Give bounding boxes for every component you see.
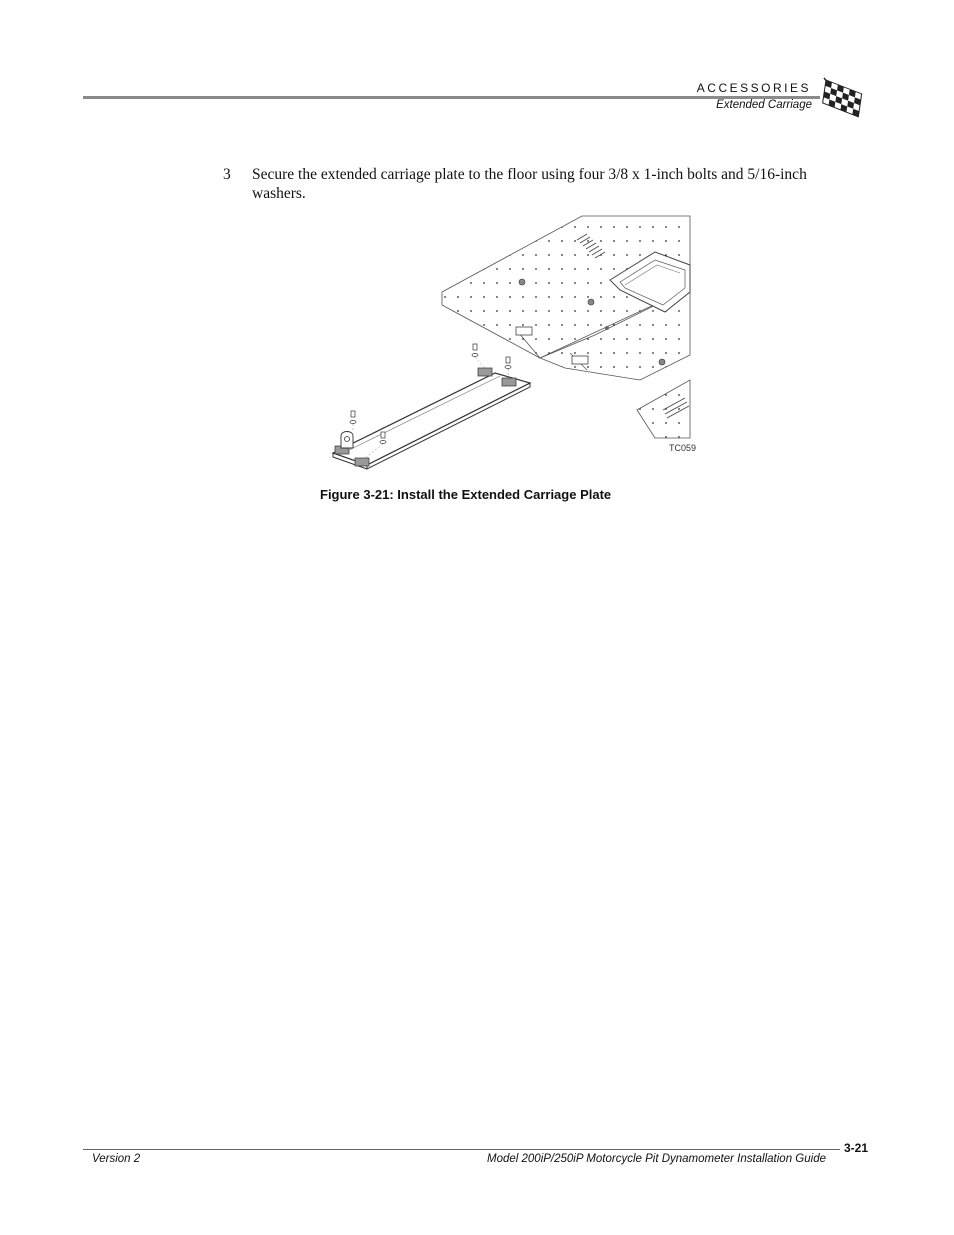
step-number: 3 bbox=[223, 166, 231, 183]
footer-version: Version 2 bbox=[92, 1153, 141, 1165]
section-subtitle: Extended Carriage bbox=[716, 99, 812, 111]
figure-caption: Figure 3-21: Install the Extended Carriage Plate bbox=[320, 487, 612, 502]
step-text: Secure the extended carriage plate to the floor using four 3/8 x 1-inch bolts and 5/16-inch washers. bbox=[252, 166, 807, 202]
footer-document-title: Model 200iP/250iP Motorcycle Pit Dynamometer Installation Guide bbox=[487, 1153, 826, 1165]
checkered-flag-icon bbox=[820, 74, 868, 118]
carriage-plate-illustration bbox=[325, 210, 705, 470]
section-title: ACCESSORIES bbox=[696, 81, 811, 95]
header-rule bbox=[83, 96, 820, 99]
figure-code: TC059 bbox=[669, 443, 697, 453]
footer-rule bbox=[83, 1149, 840, 1150]
page-number: 3-21 bbox=[844, 1141, 869, 1155]
